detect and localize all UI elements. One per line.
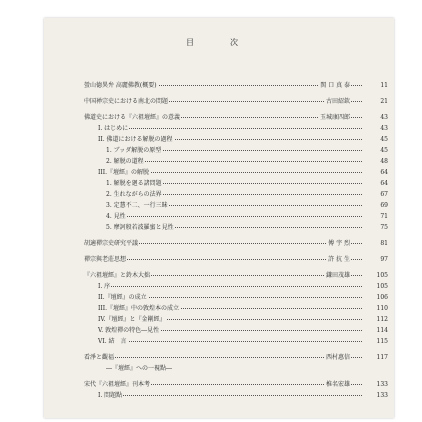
entry-page-number: 114: [376, 327, 388, 334]
entry-title: IV.『壇經』と『金剛經』: [98, 316, 166, 323]
toc-entry: [44, 270, 394, 281]
entry-title: 『六祖壇經』と鈴木大拙: [84, 272, 151, 279]
entry-page-number: 21: [380, 98, 388, 105]
entry-page-number: 64: [380, 169, 388, 176]
entry-title: 胡適禪宗史研究平議: [84, 240, 139, 247]
toc-subentry: [44, 292, 394, 303]
toc-subentry: [44, 123, 394, 134]
entry-title: 宋代『六祖壇經』刊本考: [84, 381, 151, 388]
entry-author: 傅 宇 烈: [328, 240, 350, 247]
toc-subentry: [44, 303, 394, 314]
entry-title: 2. 解脱の道程: [106, 158, 144, 165]
entry-title: 佛道史における『六祖壇經』の意義: [84, 114, 181, 121]
entry-page-number: 69: [380, 202, 388, 209]
toc-subentry: [44, 325, 394, 336]
entry-author: 鎌田茂雄: [325, 272, 350, 279]
toc-subentry: [44, 178, 394, 189]
entry-page-number: 133: [376, 381, 388, 388]
entry-page-number: 71: [380, 213, 388, 220]
entry-title: 3. 定慧不二、一行三昧: [106, 202, 168, 209]
entry-page-number: 112: [376, 316, 388, 323]
toc-subentry: [44, 211, 394, 222]
entry-page-number: 45: [380, 136, 388, 143]
entry-page-number: 106: [376, 294, 388, 301]
toc-subentry: [44, 281, 394, 292]
toc-entry: [44, 238, 394, 249]
dot-leader: [98, 128, 362, 129]
entry-title: 中国禅宗史における南北の問題: [84, 98, 169, 105]
entry-author: 関 口 真 泰: [320, 82, 350, 89]
entry-page-number: 81: [380, 240, 388, 247]
entry-page-number: 43: [380, 125, 388, 132]
toc-subentry: [44, 336, 394, 347]
toc-subentry: [44, 390, 394, 401]
book-page: [44, 18, 394, 418]
toc-subentry: [44, 222, 394, 233]
entry-title: I. はじめに: [98, 125, 129, 132]
entry-title: V. 敦煌禪の特色―見性: [98, 327, 160, 334]
entry-author: 許 抗 生: [328, 256, 350, 263]
entry-title: I. 問題點: [98, 392, 123, 399]
entry-page-number: 117: [376, 354, 388, 361]
dot-leader: [98, 395, 362, 396]
entry-page-number: 105: [376, 272, 388, 279]
toc-subentry: [44, 156, 394, 167]
toc-entry: [44, 96, 394, 107]
entry-page-number: 64: [380, 180, 388, 187]
toc-entry: [44, 254, 394, 265]
entry-page-number: 48: [380, 158, 388, 165]
toc-subentry: [44, 314, 394, 325]
entry-title: ―『壇經』への一視點―: [106, 365, 173, 372]
entry-title: 1. ブッダ解脱の原型: [106, 147, 162, 154]
toc-subentry: [44, 167, 394, 178]
entry-page-number: 110: [376, 305, 388, 312]
toc-entry: [44, 352, 394, 363]
entry-page-number: 105: [376, 283, 388, 290]
entry-title: II. 佛道における解脱の過程: [98, 136, 173, 143]
entry-title: 禪宗與老莊思想: [84, 256, 127, 263]
entry-author: 古田紹欽: [325, 98, 350, 105]
table-of-contents: [44, 80, 394, 401]
entry-title: 看淨と觀福: [84, 354, 115, 361]
entry-author: 椎名宏雄: [325, 381, 350, 388]
entry-title: 4. 見性: [106, 213, 126, 220]
entry-page-number: 45: [380, 147, 388, 154]
toc-entry: [44, 379, 394, 390]
entry-title: III.『壇經』中の敦煌本の成立: [98, 305, 180, 312]
entry-title: 1. 解脱を廻る諸問題: [106, 180, 162, 187]
toc-entry: [44, 112, 394, 123]
entry-page-number: 75: [380, 224, 388, 231]
toc-subentry: [44, 189, 394, 200]
entry-page-number: 11: [380, 82, 388, 89]
entry-title: III.『壇經』の解脱: [98, 169, 150, 176]
entry-page-number: 115: [376, 338, 388, 345]
toc-subentry: [44, 145, 394, 156]
toc-subentry: [44, 200, 394, 211]
entry-page-number: 133: [376, 392, 388, 399]
entry-title: 螢山德異弁 高麗佛教(概要): [84, 82, 157, 89]
entry-title: II.『壇經』の成立: [98, 294, 147, 301]
toc-subentry: [44, 363, 394, 374]
entry-title: I. 序: [98, 283, 111, 290]
dot-leader: [84, 357, 362, 358]
dot-leader: [98, 286, 362, 287]
dot-leader: [106, 216, 362, 217]
entry-title: 2. 生れながらの法界: [106, 191, 162, 198]
toc-entry: [44, 80, 394, 91]
entry-page-number: 43: [380, 114, 388, 121]
entry-author: 西村惠信: [325, 354, 350, 361]
entry-title: 5. 摩訶般若波羅蜜と見性: [106, 224, 174, 231]
dot-leader: [98, 341, 362, 342]
page-title: 目 次: [186, 38, 252, 47]
toc-subentry: [44, 134, 394, 145]
entry-page-number: 67: [380, 191, 388, 198]
entry-page-number: 97: [380, 256, 388, 263]
entry-title: VI. 結 言: [98, 338, 127, 345]
entry-author: 玉城康四郎: [319, 114, 350, 121]
